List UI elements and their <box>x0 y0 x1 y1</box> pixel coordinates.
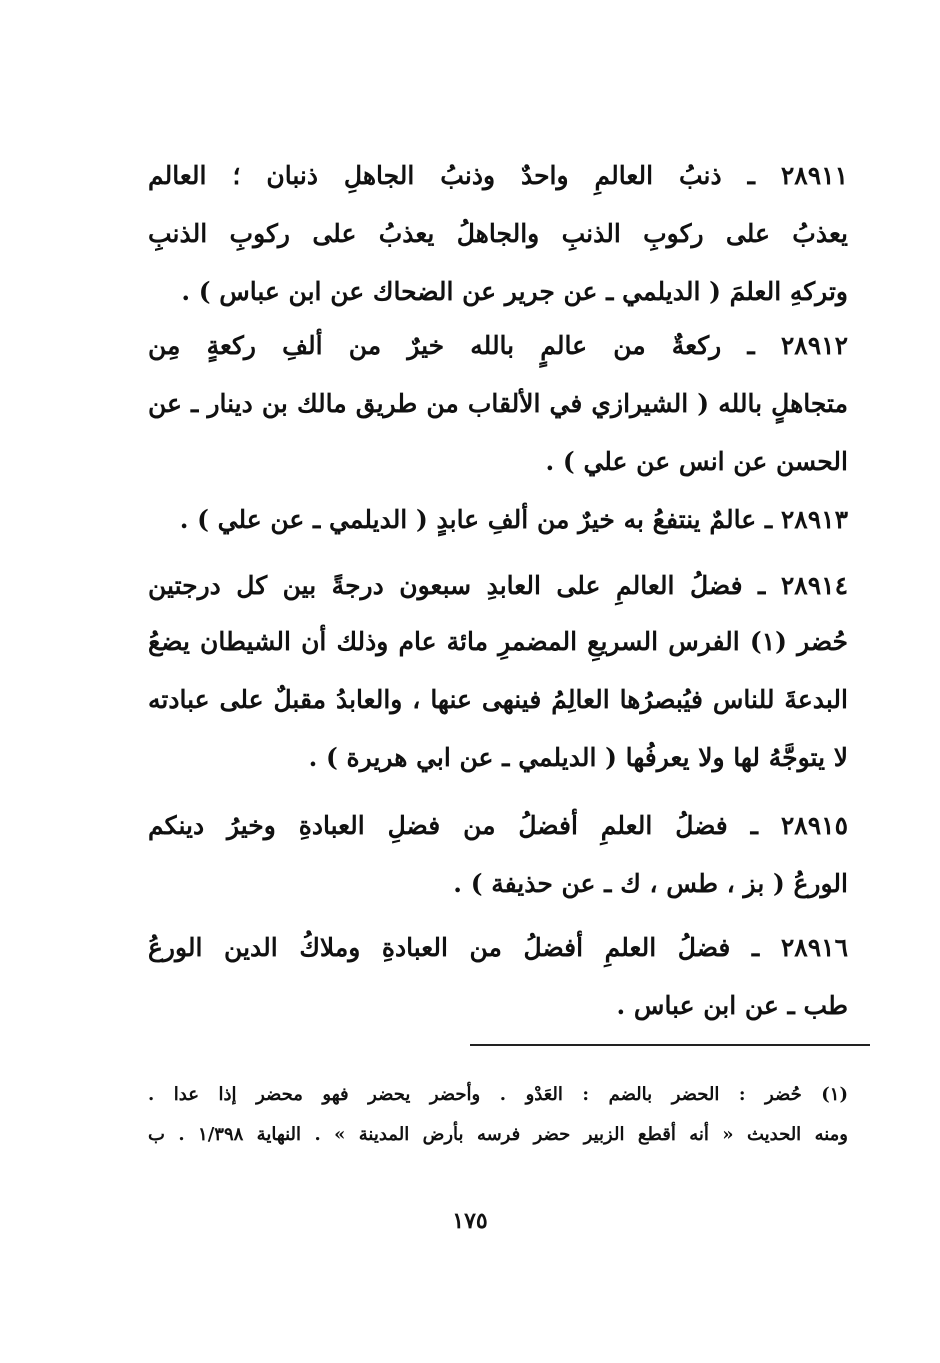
hadith-28915-line-1: ٢٨٩١٥ ـ فضلُ العلمِ أفضلُ من فضلِ العبادةِ وخيرُ دينكم <box>148 811 848 840</box>
hadith-28912-line-2: متجاهلٍ بالله ( الشيرازي في الألقاب من طريق مالك بن دينار ـ عن <box>148 389 848 418</box>
hadith-28916-line-2: طب ـ عن ابن عباس . <box>616 991 848 1020</box>
hadith-28911-line-1: ٢٨٩١١ ـ ذنبُ العالمِ واحدٌ وذنبُ الجاهلِ ذنبان ؛ العالم <box>148 161 848 190</box>
page-number: ١٧٥ <box>452 1208 488 1234</box>
hadith-28914-line-2: حُضر (١) الفرس السريعِ المضمرِ مائة عام وذلك أن الشيطان يضعُ <box>148 627 848 656</box>
footnote-line-1: (١) حُضر : الحضر بالضم : العَدْو . وأحضر يحضر فهو محضر إذا عدا . <box>148 1084 848 1105</box>
footnote-line-2: ومنه الحديث « أنه أقطع الزبير حضر فرسه بأرض المدينة » . النهاية ١/٣٩٨ . ب <box>148 1124 849 1145</box>
hadith-28914-line-3: البدعةَ للناس فيُبصرُها العالِمُ فينهى عنها ، والعابدُ مقبلٌ على عبادته <box>148 685 848 714</box>
hadith-28913-line-1: ٢٨٩١٣ ـ عالمٌ ينتفعُ به خيرٌ من ألفِ عابدٍ ( الديلمي ـ عن علي ) . <box>179 505 848 534</box>
hadith-28915-line-2: الورعُ ( بز ، طس ، ك ـ عن حذيفة ) . <box>453 869 848 898</box>
hadith-28911-line-3: وتركهِ العلمَ ( الديلمي ـ عن جرير عن الضحاك عن ابن عباس ) . <box>181 277 848 306</box>
hadith-28912-line-1: ٢٨٩١٢ ـ ركعةٌ من عالمٍ بالله خيرٌ من ألفِ ركعةٍ مِن <box>148 331 848 360</box>
footnote-divider <box>470 1044 870 1046</box>
hadith-28914-line-4: لا يتوجَّهُ لها ولا يعرفُها ( الديلمي ـ عن ابي هريرة ) . <box>308 743 848 772</box>
hadith-28911-line-2: يعذبُ على ركوبِ الذنبِ والجاهلُ يعذبُ على ركوبِ الذنبِ <box>148 219 848 248</box>
hadith-28914-line-1: ٢٨٩١٤ ـ فضلُ العالمِ على العابدِ سبعون درجةً بين كل درجتين <box>148 571 848 600</box>
hadith-28912-line-3: الحسن عن انس عن علي ) . <box>545 447 848 476</box>
hadith-28916-line-1: ٢٨٩١٦ ـ فضلُ العلمِ أفضلُ من العبادةِ وملاكُ الدين الورعُ <box>148 933 848 962</box>
